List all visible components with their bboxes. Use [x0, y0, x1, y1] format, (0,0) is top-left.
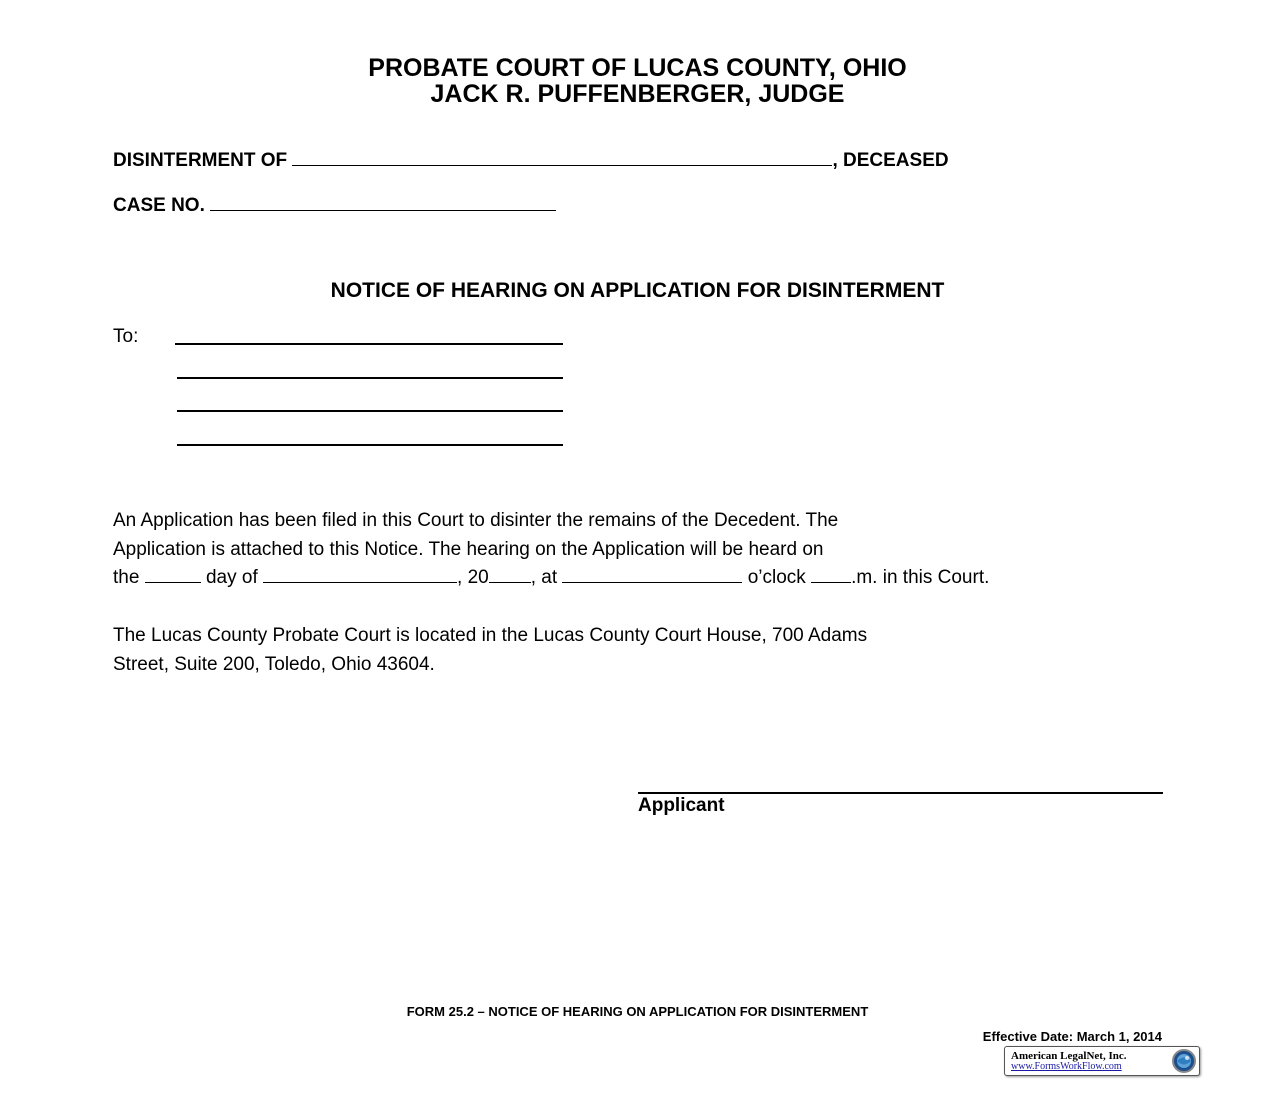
to-label: To:	[113, 326, 139, 347]
disinterment-caption	[113, 147, 949, 172]
form-footer: FORM 25.2 – NOTICE OF HEARING ON APPLICATION FOR DISINTERMENT	[406, 1004, 869, 1019]
logo-company-name: American LegalNet, Inc.	[1011, 1050, 1127, 1062]
paragraph-line-1: An Application has been filed in this Court to disinter the remains of the Decedent. The	[113, 510, 839, 531]
deceased-label: , DECEASED	[832, 150, 949, 171]
court-name: PROBATE COURT OF LUCAS COUNTY, OHIO	[368, 54, 907, 82]
case-caption	[113, 192, 556, 217]
notice-title: NOTICE OF HEARING ON APPLICATION FOR DISINTERMENT	[330, 279, 945, 302]
location-line-1: The Lucas County Probate Court is located in the Lucas County Court House, 700 Adams	[113, 625, 868, 646]
case-number-field[interactable]	[210, 192, 556, 211]
hearing-day-field[interactable]	[145, 565, 201, 583]
recipient-line-4[interactable]	[177, 444, 563, 446]
hearing-time-field[interactable]	[562, 565, 742, 583]
globe-icon	[1171, 1048, 1197, 1074]
applicant-signature-line[interactable]	[638, 792, 1163, 794]
disinterment-label: DISINTERMENT OF	[113, 150, 288, 171]
applicant-label: Applicant	[638, 795, 725, 816]
paragraph-line-2: Application is attached to this Notice. The hearing on the Application will be heard on	[113, 538, 824, 560]
case-label: CASE NO.	[113, 195, 205, 216]
location-paragraph	[113, 622, 867, 679]
location-line-2: Street, Suite 200, Toledo, Ohio 43604.	[113, 653, 435, 675]
recipient-line-3[interactable]	[177, 410, 563, 412]
hearing-year-field[interactable]	[489, 565, 531, 583]
effective-date: Effective Date: March 1, 2014	[982, 1029, 1162, 1044]
application-paragraph	[113, 507, 989, 593]
decedent-name-field[interactable]	[292, 147, 832, 166]
recipient-line-2[interactable]	[177, 377, 563, 379]
am-pm-field[interactable]	[811, 565, 851, 583]
hearing-month-field[interactable]	[263, 565, 457, 583]
logo-url-link[interactable]: www.FormsWorkFlow.com	[1011, 1061, 1122, 1072]
recipient-line-1[interactable]	[175, 343, 563, 345]
judge-name: JACK R. PUFFENBERGER, JUDGE	[430, 80, 845, 108]
american-legalnet-logo[interactable]	[1004, 1046, 1200, 1076]
paragraph-line-3: the day of , 20 , at o’clock .m. in this Court.	[113, 567, 990, 589]
